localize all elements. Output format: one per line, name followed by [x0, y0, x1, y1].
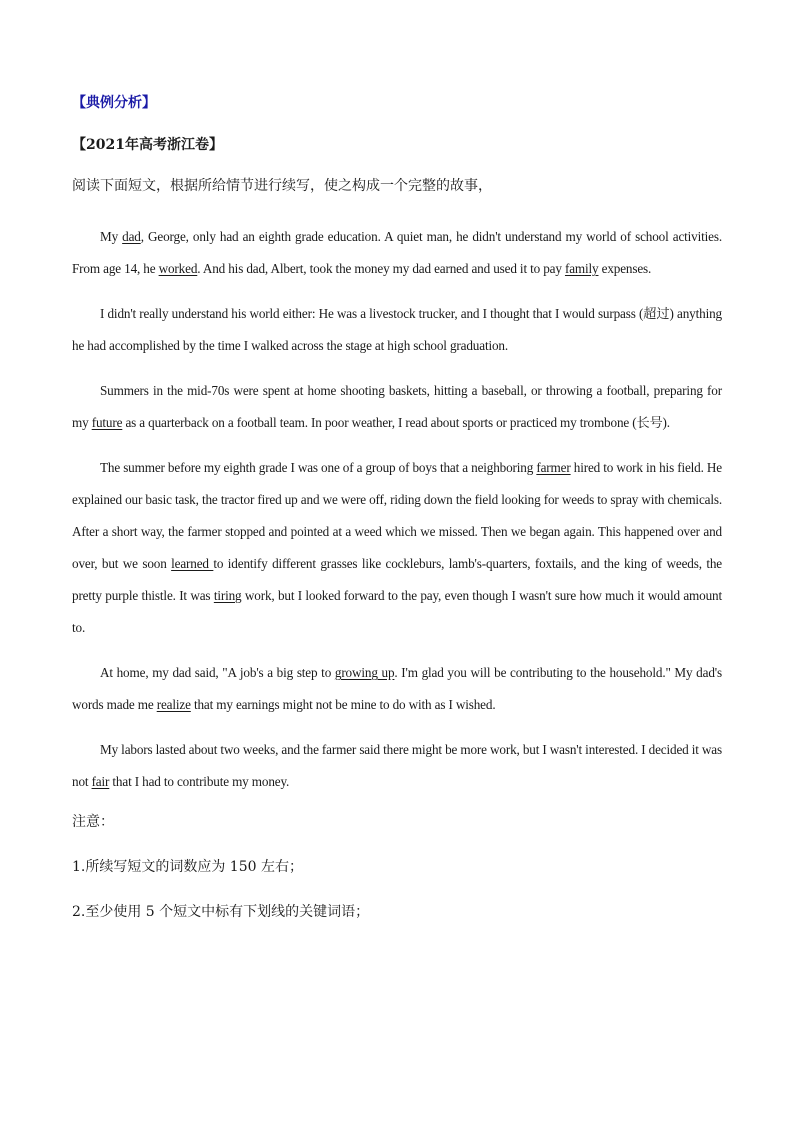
passage-text: I didn't really understand his world either: He was a livestock trucker, and I thought that I would surpass (超过) anything he had accomplished by the time I walked across the stage at high school graduation. [72, 306, 722, 353]
keyword-underlined: fair [91, 774, 110, 789]
passage-text: My labors lasted about two weeks, and the farmer said there might be more work, but I wasn't interested. I decided it was not [72, 742, 722, 789]
reading-passage [72, 221, 722, 798]
passage-text: Summers in the mid-70s were spent at home shooting baskets, hitting a baseball, or throwing a football, preparing for my [72, 383, 722, 430]
keyword-underlined: learned [171, 556, 214, 571]
passage-text: My [100, 229, 123, 244]
passage-text: expenses. [598, 261, 652, 276]
passage-text: work, but I looked forward to the pay, even though I wasn't sure how much it would amount to. [72, 588, 722, 635]
note-item-2: 2.至少使用 5 个短文中标有下划线的关键词语； [72, 904, 370, 920]
passage-text: as a quarterback on a football team. In poor weather, I read about sports or practiced my trombone (长号). [122, 415, 670, 430]
exam-source-heading: 【2021年高考浙江卷】 [72, 137, 223, 153]
keyword-underlined: future [91, 415, 123, 430]
document-page [72, 92, 722, 923]
passage-paragraph-1 [72, 221, 722, 285]
section-heading-example: 【典例分析】 [72, 95, 156, 111]
note-item-1: 1.所续写短文的词数应为 150 左右； [72, 859, 303, 875]
passage-paragraph-2 [72, 298, 722, 362]
passage-paragraph-5 [72, 657, 722, 721]
keyword-underlined: worked [158, 261, 198, 276]
keyword-underlined: growing up [334, 665, 395, 680]
passage-text: that I had to contribute my money. [109, 774, 290, 789]
passage-paragraph-6 [72, 734, 722, 798]
task-instruction: 阅读下面短文，根据所给情节进行续写，使之构成一个完整的故事， [72, 178, 492, 194]
passage-paragraph-4 [72, 452, 722, 644]
keyword-underlined: farmer [536, 460, 571, 475]
passage-text: that my earnings might not be mine to do with as I wished. [190, 697, 496, 712]
passage-text: At home, my dad said, "A job's a big step to [100, 665, 335, 680]
passage-text: hired to work in his field. He explained our basic task, the tractor fired up and we were off, riding down the field looking for weeds to spray with chemicals. After a short way, the farmer stopped and pointed at a weed which we missed. Then we began again. This happened over and over, but we soon [72, 460, 722, 571]
keyword-underlined: realize [156, 697, 191, 712]
passage-paragraph-3 [72, 375, 722, 439]
passage-text: . And his dad, Albert, took the money my dad earned and used it to pay [197, 261, 565, 276]
passage-text: . I'm glad you will be contributing to the household." My dad's words made me [72, 665, 722, 712]
passage-text: , George, only had an eighth grade education. A quiet man, he didn't understand my world of school activities. From age 14, he [72, 229, 722, 276]
keyword-underlined: tiring [213, 588, 242, 603]
keyword-underlined: family [564, 261, 599, 276]
passage-text: to identify different grasses like cockleburs, lamb's-quarters, foxtails, and the king of weeds, the pretty purple thistle. It was [72, 556, 722, 603]
keyword-underlined: dad [122, 229, 141, 244]
passage-text: The summer before my eighth grade I was one of a group of boys that a neighboring [100, 460, 537, 475]
note-label: 注意： [72, 814, 114, 830]
